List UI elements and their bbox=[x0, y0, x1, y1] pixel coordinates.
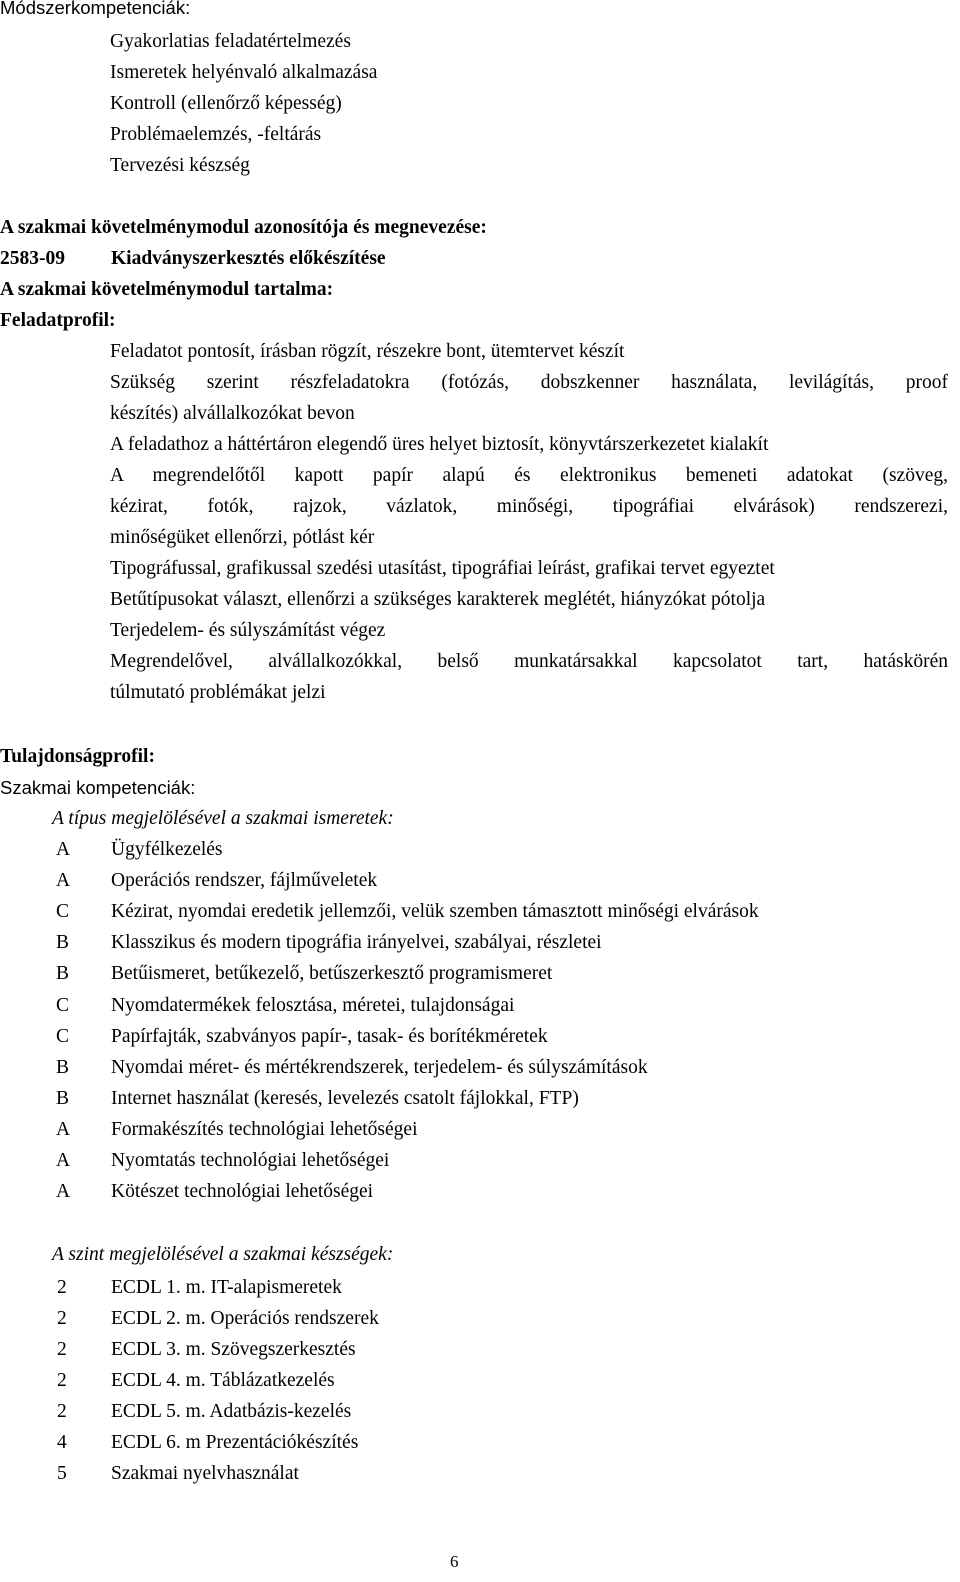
szint-heading: A szint megjelölésével a szakmai készségek: bbox=[52, 1244, 394, 1265]
row-code: 5 bbox=[57, 1463, 67, 1484]
modszer-item: Kontroll (ellenőrző képesség) bbox=[110, 93, 342, 114]
modul-name: Kiadványszerkesztés előkészítése bbox=[111, 248, 386, 269]
modszer-item: Tervezési készség bbox=[110, 155, 250, 176]
row-code: B bbox=[56, 932, 70, 954]
feladat-line: túlmutató problémákat jelzi bbox=[110, 682, 326, 703]
row-text: Klasszikus és modern tipográfia irányelvei, szabályai, részletei bbox=[111, 932, 602, 954]
modszer-item: Problémaelemzés, -feltárás bbox=[110, 124, 322, 145]
tipus-heading: A típus megjelölésével a szakmai ismeretek: bbox=[52, 808, 394, 829]
row-code: C bbox=[56, 1025, 70, 1047]
row-text: ECDL 2. m. Operációs rendszerek bbox=[111, 1308, 379, 1329]
feladat-line: kézirat, fotók, rajzok, vázlatok, minőségi, tipográfiai elvárások) rendszerezi, bbox=[110, 496, 948, 517]
feladat-line: készítés) alvállalkozókat bevon bbox=[110, 403, 355, 424]
row-code: B bbox=[56, 1056, 70, 1078]
feladat-line: Tipográfussal, grafikussal szedési utasítást, tipográfiai leírást, grafikai tervet egyeztet bbox=[110, 558, 775, 579]
row-code: 2 bbox=[57, 1277, 67, 1298]
feladat-line: Terjedelem- és súlyszámítást végez bbox=[110, 620, 386, 641]
row-text: ECDL 4. m. Táblázatkezelés bbox=[111, 1370, 335, 1391]
row-text: Kötészet technológiai lehetőségei bbox=[111, 1181, 374, 1203]
row-code: C bbox=[56, 994, 70, 1016]
tulajdonsag-heading: Tulajdonságprofil: bbox=[0, 746, 155, 767]
feladat-line: Feladatot pontosít, írásban rögzít, részekre bont, ütemtervet készít bbox=[110, 341, 625, 362]
row-code: C bbox=[56, 901, 70, 923]
row-text: Szakmai nyelvhasználat bbox=[111, 1463, 299, 1484]
modszer-item: Ismeretek helyénvaló alkalmazása bbox=[110, 62, 378, 83]
row-code: A bbox=[56, 1150, 71, 1171]
row-code: B bbox=[56, 1087, 70, 1109]
row-code: 4 bbox=[57, 1432, 67, 1453]
row-code: B bbox=[56, 963, 70, 985]
row-text: Internet használat (keresés, levelezés csatolt fájlokkal, FTP) bbox=[111, 1087, 579, 1109]
row-text: ECDL 6. m Prezentációkészítés bbox=[111, 1432, 359, 1453]
row-text: Betűismeret, betűkezelő, betűszerkesztő programismeret bbox=[111, 963, 553, 985]
row-code: A bbox=[56, 1118, 71, 1140]
feladat-line: A feladathoz a háttértáron elegendő üres helyet biztosít, könyvtárszerkezetet kialakít bbox=[110, 434, 769, 455]
row-code: 2 bbox=[57, 1370, 67, 1391]
row-text: Ügyfélkezelés bbox=[111, 839, 223, 860]
feladat-line: Szükség szerint részfeladatokra (fotózás, dobszkenner használata, levilágítás, proof bbox=[110, 372, 948, 393]
page-number: 6 bbox=[450, 1552, 459, 1571]
feladat-line: Betűtípusokat választ, ellenőrzi a szükséges karakterek meglétét, hiányzókat pótolja bbox=[110, 589, 766, 610]
modszer-item: Gyakorlatias feladatértelmezés bbox=[110, 31, 351, 52]
modul-content-heading: A szakmai követelménymodul tartalma: bbox=[0, 279, 334, 300]
feladat-line: minőségüket ellenőrzi, pótlást kér bbox=[110, 527, 375, 548]
feladat-line: Megrendelővel, alvállalkozókkal, belső munkatársakkal kapcsolatot tart, hatáskörén bbox=[110, 651, 948, 672]
row-text: Nyomdatermékek felosztása, méretei, tulajdonságai bbox=[111, 994, 515, 1016]
feladat-line: A megrendelőtől kapott papír alapú és elektronikus bemeneti adatokat (szöveg, bbox=[110, 465, 948, 486]
row-code: A bbox=[56, 839, 71, 860]
row-code: 2 bbox=[57, 1308, 67, 1329]
row-text: ECDL 1. m. IT-alapismeretek bbox=[111, 1277, 342, 1298]
row-text: Kézirat, nyomdai eredetik jellemzői, velük szemben támasztott minőségi elvárások bbox=[111, 901, 759, 923]
row-text: ECDL 5. m. Adatbázis-kezelés bbox=[111, 1401, 352, 1422]
row-code: A bbox=[56, 870, 71, 892]
row-text: Nyomdai méret- és mértékrendszerek, terjedelem- és súlyszámítások bbox=[111, 1056, 648, 1078]
row-text: Operációs rendszer, fájlműveletek bbox=[111, 870, 378, 892]
row-code: A bbox=[56, 1181, 71, 1203]
row-text: ECDL 3. m. Szövegszerkesztés bbox=[111, 1339, 356, 1360]
modszer-heading: Módszerkompetenciák: bbox=[0, 0, 191, 18]
row-text: Formakészítés technológiai lehetőségei bbox=[111, 1118, 418, 1140]
row-text: Nyomtatás technológiai lehetőségei bbox=[111, 1150, 390, 1171]
modul-code: 2583-09 bbox=[0, 248, 65, 269]
row-text: Papírfajták, szabványos papír-, tasak- és borítékméretek bbox=[111, 1025, 548, 1047]
feladatprofil-heading: Feladatprofil: bbox=[0, 310, 116, 331]
row-code: 2 bbox=[57, 1401, 67, 1422]
modul-id-heading: A szakmai követelménymodul azonosítója és megnevezése: bbox=[0, 217, 487, 238]
row-code: 2 bbox=[57, 1339, 67, 1360]
szakmai-kompetenciak-heading: Szakmai kompetenciák: bbox=[0, 777, 196, 798]
